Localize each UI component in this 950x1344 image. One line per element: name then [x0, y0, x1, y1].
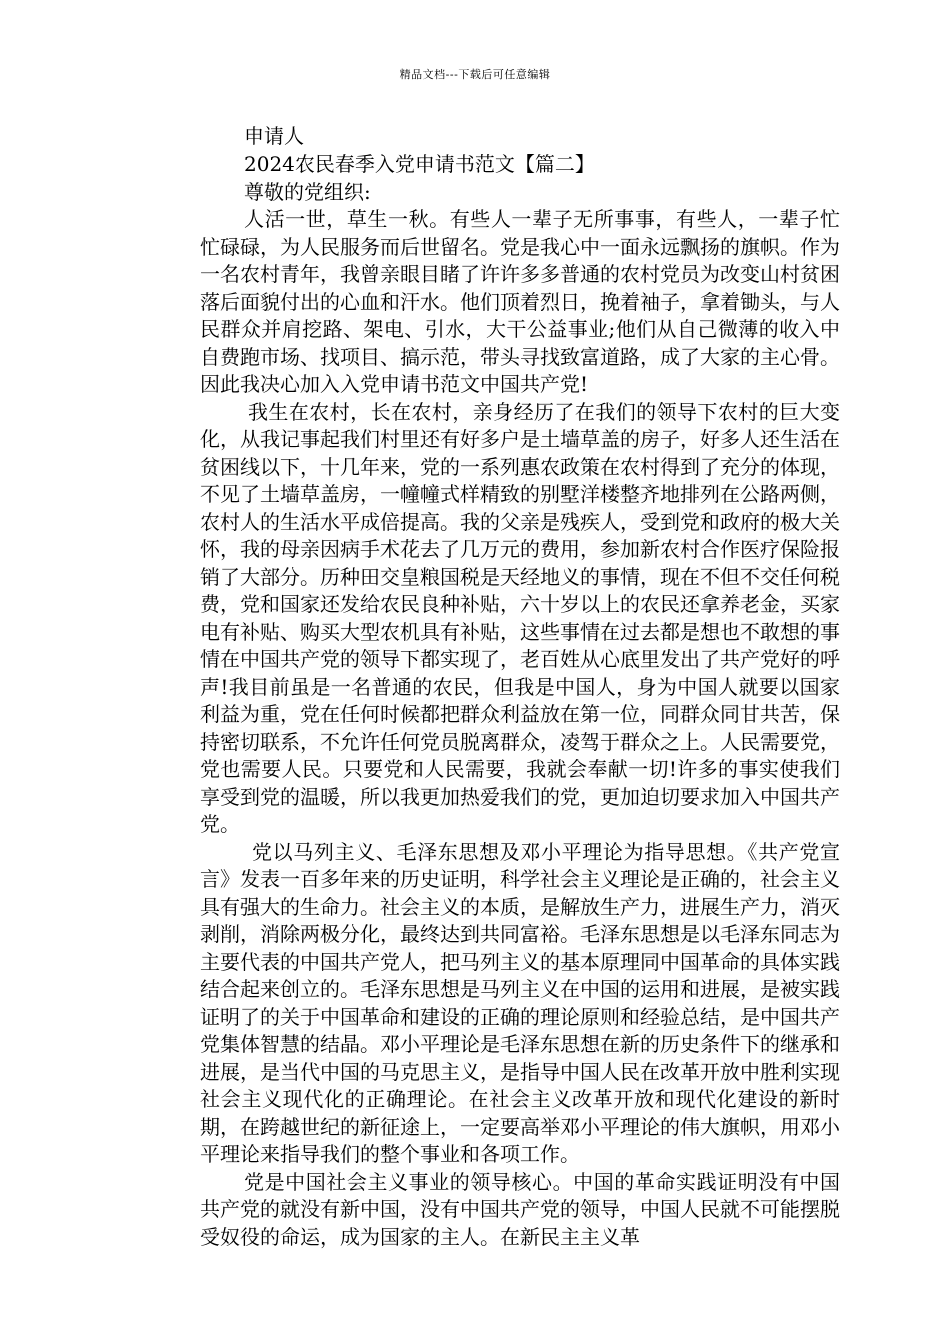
salutation: 尊敬的党组织: [244, 180, 371, 204]
signature-label: 申请人 [244, 124, 304, 148]
paragraph-3: 党以马列主义、毛泽东思想及邓小平理论为指导思想。《共产党宣言》发表一百多年来的历史证明，科学社会主义理论是正确的，社会主义具有强大的生命力。社会主义的本质，是解放生产力，进展生产力，消灭剥削，消除两极分化，最终达到共同富裕。毛泽东思想是以毛泽东同志为主要代表的中国共产党人，把马列主义的基本原理同中国革命的具体实践结合起来创立的。毛泽东思想是马列主义在中国的运用和进展，是被实践证明了的关于中国革命和建设的正确的理论原则和经验总结，是中国共产党集体智慧的结晶。邓小平理论是毛泽东思想在新的历史条件下的继承和进展，是当代中国的马克思主义，是指导中国人民在改革开放中胜利实现社会主义现代化的正确理论。在社会主义改革开放和现代化建设的新时期，在跨越世纪的新征途上，一定要高举邓小平理论的伟大旗帜，用邓小平理论来指导我们的整个事业和各项工作。 [200, 839, 840, 1166]
header-note: 精品文档---下载后可任意编辑 [399, 68, 551, 81]
paragraph-4: 党是中国社会主义事业的领导核心。中国的革命实践证明没有中国共产党的就没有新中国，没有中国共产党的领导，中国人民就不可能摆脱受奴役的命运，成为国家的主人。在新民主主义革 [200, 1169, 840, 1249]
document-title: 2024农民春季入党申请书范文【篇二】 [244, 152, 595, 176]
document-body [200, 122, 840, 1251]
paragraph-1: 人活一世，草生一秋。有些人一辈子无所事事，有些人，一辈子忙忙碌碌，为人民服务而后世留名。党是我心中一面永远飘扬的旗帜。作为一名农村青年，我曾亲眼目睹了许许多多普通的农村党员为改变山村贫困落后面貌付出的心血和汗水。他们顶着烈日，挽着袖子，拿着锄头，与人民群众并肩挖路、架电、引水，大干公益事业;他们从自己微薄的收入中自费跑市场、找项目、搞示范，带头寻找致富道路，成了大家的主心骨。因此我决心加入入党申请书范文中国共产党! [200, 207, 840, 396]
paragraph-2: 我生在农村，长在农村，亲身经历了在我们的领导下农村的巨大变化，从我记事起我们村里还有好多户是土墙草盖的房子，好多人还生活在贫困线以下，十几年来，党的一系列惠农政策在农村得到了充分的体现，不见了土墙草盖房，一幢幢式样精致的别墅洋楼整齐地排列在公路两侧，农村人的生活水平成倍提高。我的父亲是残疾人，受到党和政府的极大关怀，我的母亲因病手术花去了几万元的费用，参加新农村合作医疗保险报销了大部分。历种田交皇粮国税是天经地义的事情，现在不但不交任何税费，党和国家还发给农民良种补贴，六十岁以上的农民还拿养老金，买家电有补贴、购买大型农机具有补贴，这些事情在过去都是想也不敢想的事情在中国共产党的领导下都实现了，老百姓从心底里发出了共产党好的呼声!我目前虽是一名普通的农民，但我是中国人，身为中国人就要以国家利益为重，党在任何时候都把群众利益放在第一位，同群众同甘共苦，保持密切联系，不允许任何党员脱离群众，凌驾于群众之上。人民需要党，党也需要人民。只要党和人民需要，我就会奉献一切!许多的事实使我们享受到党的温暖，所以我更加热爱我们的党，更加迫切要求加入中国共产党。 [200, 399, 840, 836]
